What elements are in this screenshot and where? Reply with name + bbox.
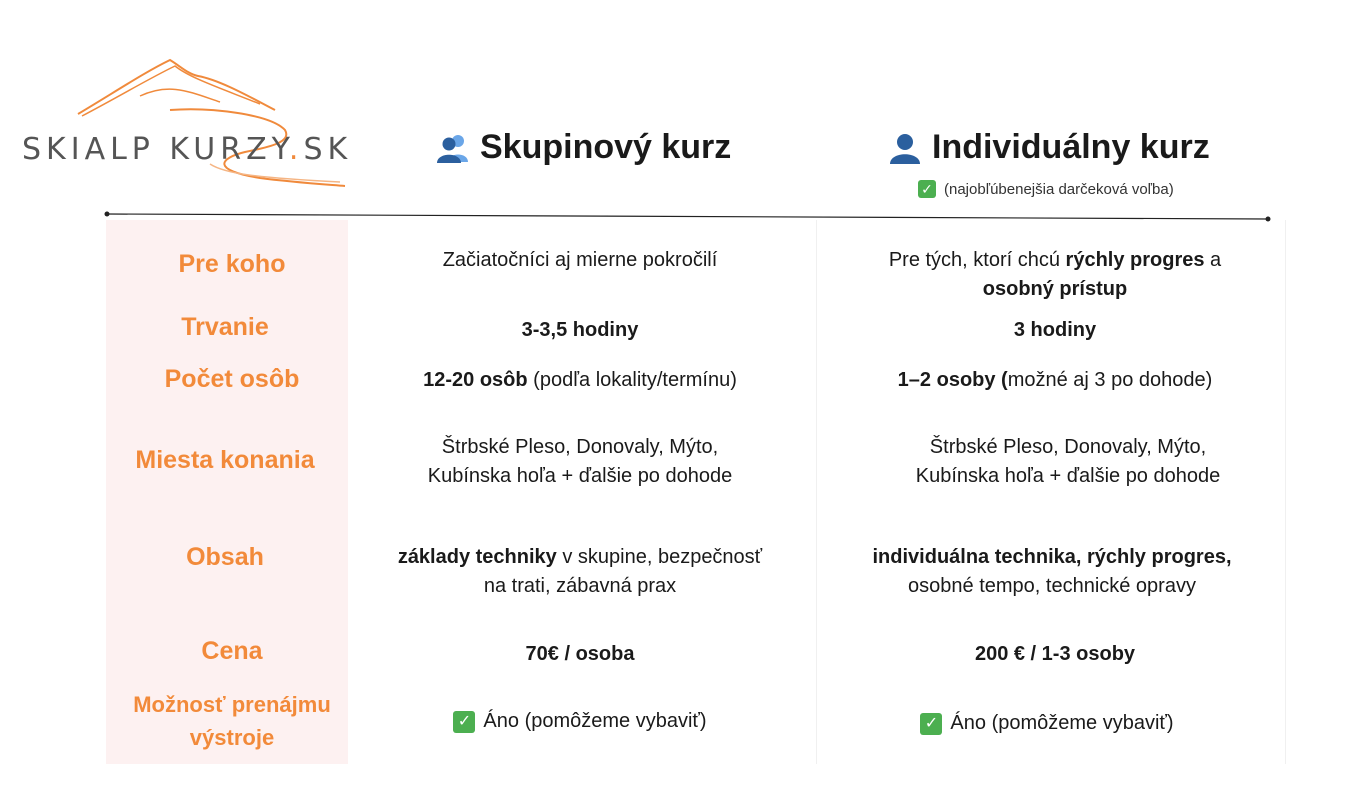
logo-wordmark: SKIALP KURZY.SK [22, 132, 353, 167]
row-label-vystroj: Možnosť prenájmu výstroje [133, 692, 331, 750]
row-label-miesta-konania: Miesta konania [135, 446, 315, 474]
individual-obsah: individuálna technika, rýchly progres, osobné tempo, technické opravy [872, 546, 1232, 597]
group-pre-koho: Začiatočníci aj mierne pokročilí [442, 249, 718, 271]
row-label-pre-koho: Pre koho [178, 250, 286, 278]
label-column [106, 220, 348, 764]
check-icon: ✓ [453, 711, 475, 733]
mountain-swoosh-icon [20, 52, 380, 192]
group-cena: 70€ / osoba [525, 643, 635, 665]
group-pocet-osob: 12-20 osôb (podľa lokality/termínu) [423, 369, 737, 391]
individual-course-note: ✓ (najobľúbenejšia darčeková voľba) [918, 180, 1174, 198]
individual-vystroj: ✓ Áno (pomôžeme vybaviť) [822, 709, 1272, 738]
row-label-trvanie: Trvanie [181, 313, 269, 341]
group-trvanie: 3-3,5 hodiny [521, 319, 639, 341]
check-icon: ✓ [920, 713, 942, 735]
individual-trvanie: 3 hodiny [1013, 319, 1097, 341]
row-label-cena: Cena [201, 637, 263, 665]
logo [20, 52, 380, 192]
individual-pocet-osob: 1–2 osoby (možné aj 3 po dohode) [897, 369, 1213, 391]
check-icon: ✓ [918, 180, 936, 198]
individual-cena: 200 € / 1-3 osoby [974, 643, 1136, 665]
individual-pre-koho: Pre tých, ktorí chcú rýchly progres a osobný prístup [888, 249, 1222, 300]
group-vystroj: ✓ Áno (pomôžeme vybaviť) [360, 707, 800, 736]
group-course-heading: Skupinový kurz [436, 128, 731, 167]
row-label-obsah: Obsah [186, 543, 264, 571]
group-people-icon [436, 132, 470, 164]
row-label-pocet-osob: Počet osôb [164, 365, 300, 393]
person-icon [888, 131, 922, 165]
individual-course-heading: Individuálny kurz [888, 128, 1210, 167]
group-miesta-konania: Štrbské Pleso, Donovaly, Mýto, Kubínska hoľa + ďalšie po dohode [427, 436, 733, 487]
individual-miesta-konania: Štrbské Pleso, Donovaly, Mýto, Kubínska hoľa + ďalšie po dohode [915, 436, 1221, 487]
group-obsah: základy techniky v skupine, bezpečnosť na trati, zábavná prax [397, 546, 763, 597]
